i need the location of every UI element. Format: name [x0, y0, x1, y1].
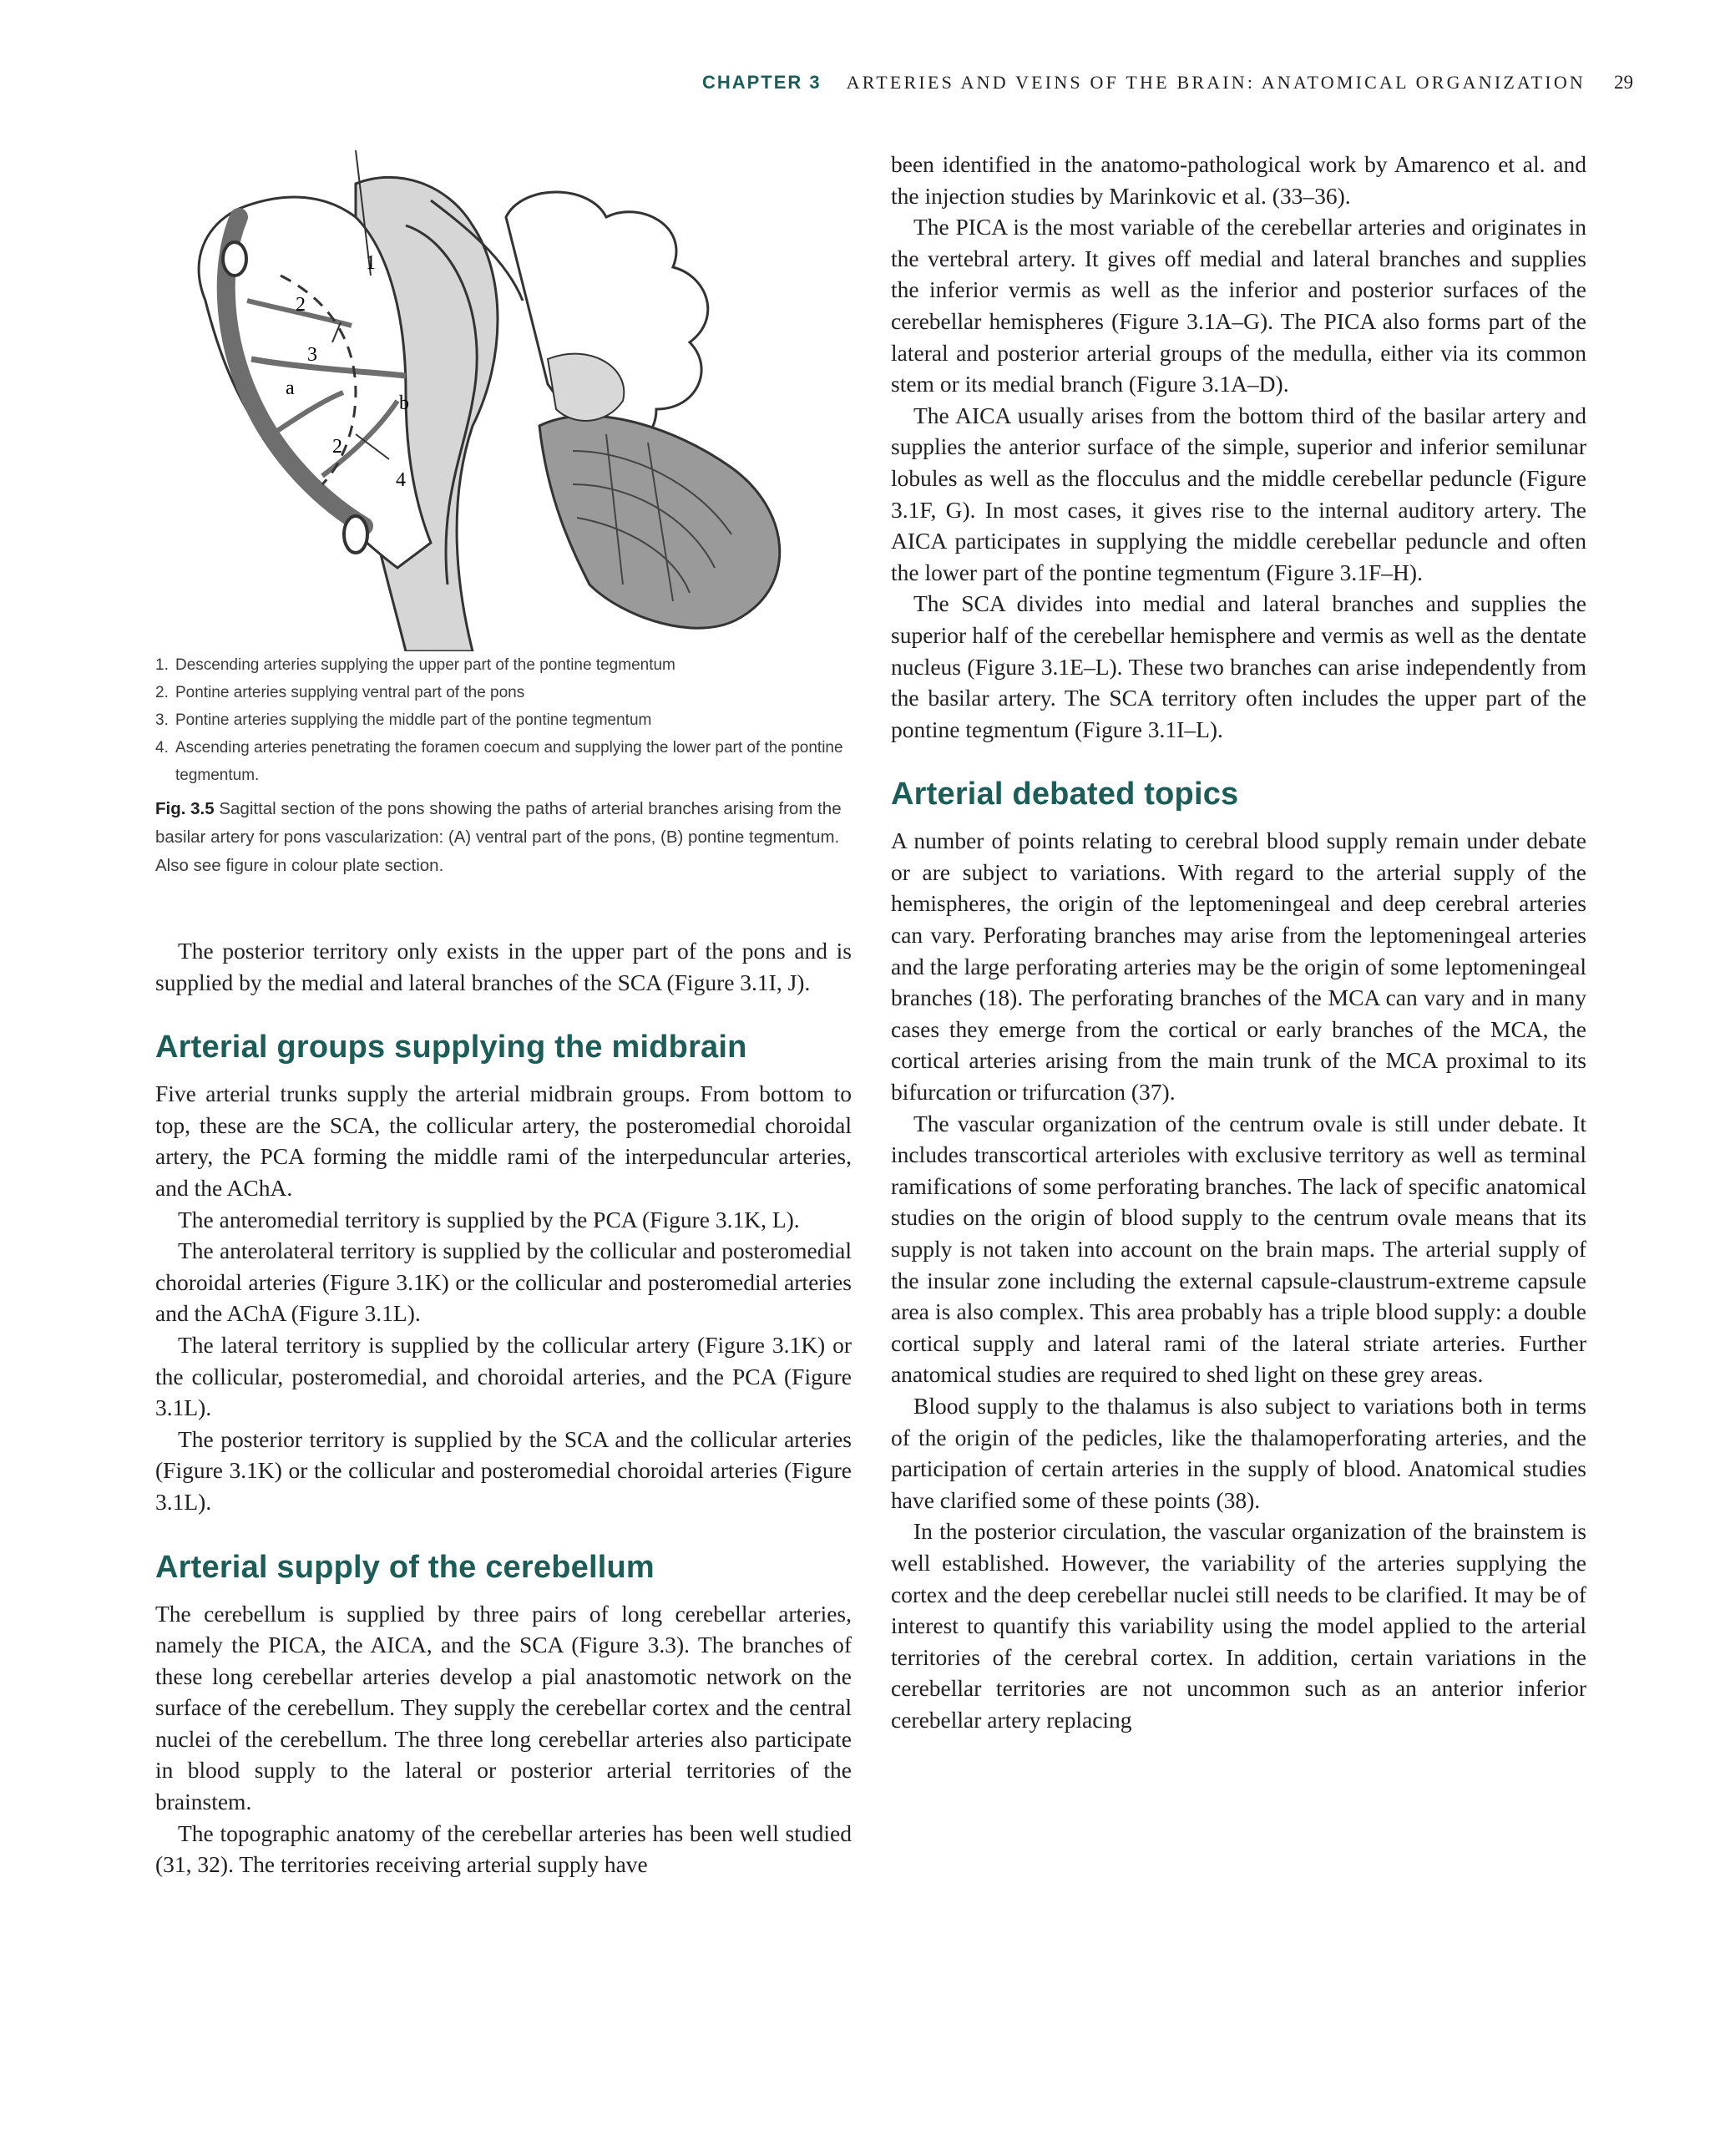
paragraph: been identified in the anatomo-pathological work by Amarenco et al. and the injection studies by Marinkovic et al. (33–36).: [891, 151, 1586, 209]
figure-label-3: 3: [307, 344, 317, 366]
paragraph: A number of points relating to cerebral blood supply remain under debate or are subject to variations. With regard to the arterial supply of the hemispheres, the origin of the leptomeningeal and deep cerebral arteries can vary. Perforating branches may arise from the leptomeningeal arteries and the large perforating arteries may be the origin of some leptomeningeal branches (18). The perforating branches of the MCA can vary and in many cases they emerge from the cortical or early branches of the MCA, the cortical arteries arising from the main trunk of the MCA proximal to its bifurcation or trifurcation (37).: [891, 827, 1586, 1106]
figure-caption-text: Sagittal section of the pons showing the paths of arterial branches arising from the basilar artery for pons vascularization: (A) ventral part of the pons, (B) pontine tegmentum. Also see figure in colour plate section.: [155, 799, 842, 875]
legend-item: 4. Ascending arteries penetrating the foramen coecum and supplying the lower part of the pontine tegmentum.: [155, 739, 843, 784]
figure-label-4: 4: [396, 469, 406, 491]
paragraph: The posterior territory only exists in the upper part of the pons and is supplied by the medial and lateral branches of the SCA (Figure 3.1I, J).: [155, 938, 852, 995]
legend-item: 2. Pontine arteries supplying ventral part of the pons: [155, 684, 525, 701]
figure-label-a: a: [286, 377, 295, 399]
chapter-label: CHAPTER 3: [701, 72, 822, 93]
cerebellum-drawing: [506, 192, 780, 628]
heading-cerebellum: Arterial supply of the cerebellum: [155, 1549, 655, 1585]
paragraph: In the posterior circulation, the vascular organization of the brainstem is well established. However, the variability of the arteries supplying the cortex and the deep cerebellar nuclei still needs to be clarified. It may be of interest to quantify this variability using the model applied to the arterial territories of the cerebral cortex. In addition, certain variations in the cerebellar territories are not uncommon such as an anterior inferior cerebellar artery replacing: [891, 1518, 1586, 1733]
heading-midbrain: Arterial groups supplying the midbrain: [155, 1030, 747, 1065]
paragraph: The PICA is the most variable of the cerebellar arteries and originates in the vertebral artery. It gives off medial and lateral branches and supplies the inferior vermis as well as the inferior and posterior surfaces of the cerebellar hemispheres (Figure 3.1A–G). The PICA also forms part of the lateral and posterior arterial groups of the medulla, either via its common stem or its medial branch (Figure 3.1A–D).: [891, 214, 1586, 397]
paragraph: The anterolateral territory is supplied by the collicular and posteromedial choroidal arteries (Figure 3.1K) or the collicular and posteromedial arteries and the AChA (Figure 3.1L).: [155, 1237, 852, 1327]
figure-legend: [155, 651, 873, 789]
left-column: [155, 935, 852, 1880]
paragraph: The topographic anatomy of the cerebellar arteries has been well studied (31, 32). The territories receiving arterial supply have: [155, 1819, 852, 1878]
figure-label-2-bottom: 2: [332, 436, 342, 458]
running-head: [155, 72, 1633, 105]
figure-label-1: 1: [366, 252, 376, 274]
figure-caption: [155, 795, 873, 880]
paragraph: The vascular organization of the centrum ovale is still under debate. It includes transcortical arterioles with exclusive territory as well as terminal ramifications of some perforating branches. The lack of specific anatomical studies on the origin of blood supply to the centrum ovale means that its supply is not taken into account on the brain maps. The arterial supply of the insular zone including the external capsule-claustrum-extreme capsule area is also complex. This area probably has a triple blood supply: a double cortical supply and lateral rami of the lateral striate arteries. Further anatomical studies are required to shed light on these grey areas.: [891, 1110, 1586, 1388]
legend-item: 3. Pontine arteries supplying the middle part of the pontine tegmentum: [155, 711, 652, 729]
figure-label-b: b: [399, 392, 409, 414]
figure-caption-label: Fig. 3.5: [155, 799, 215, 818]
page-number: 29: [1614, 72, 1633, 93]
paragraph: The AICA usually arises from the bottom third of the basilar artery and supplies the anterior surface of the simple, superior and inferior semilunar lobules as well as the flocculus and the middle cerebellar peduncle (Figure 3.1F, G). In most cases, it gives rise to the internal auditory artery. The AICA participates in supplying the middle cerebellar peduncle and often the lower part of the pontine tegmentum (Figure 3.1F–H).: [891, 402, 1586, 585]
legend-item: 1. Descending arteries supplying the upper part of the pontine tegmentum: [155, 656, 675, 674]
heading-debated-topics: Arterial debated topics: [891, 777, 1239, 812]
paragraph: The anteromedial territory is supplied by the PCA (Figure 3.1K, L).: [178, 1206, 800, 1232]
paragraph: The lateral territory is supplied by the collicular artery (Figure 3.1K) or the collicular, posteromedial, and choroidal arteries, and the PCA (Figure 3.1L).: [155, 1331, 852, 1421]
right-column: [891, 149, 1586, 1736]
figure-pons-sagittal: [155, 150, 857, 668]
paragraph: Five arterial trunks supply the arterial midbrain groups. From bottom to top, these are the SCA, the collicular artery, the posteromedial choroidal artery, the PCA forming the middle rami of the interpeduncular arteries, and the AChA.: [155, 1081, 852, 1201]
running-title: ARTERIES AND VEINS OF THE BRAIN: ANATOMICAL ORGANIZATION: [846, 72, 1586, 93]
figure-label-2-top: 2: [296, 294, 306, 316]
pons-illustration: [155, 150, 857, 651]
paragraph: The posterior territory is supplied by the SCA and the collicular arteries (Figure 3.1K) or the collicular and posteromedial choroidal arteries (Figure 3.1L).: [155, 1425, 852, 1515]
paragraph: The cerebellum is supplied by three pairs of long cerebellar arteries, namely the PICA, the AICA, and the SCA (Figure 3.3). The branches of these long cerebellar arteries develop a pial anastomotic network on the surface of the cerebellum. They supply the cerebellar cortex and the central nuclei of the cerebellum. The three long cerebellar arteries also participate in blood supply to the lateral or posterior arterial territories of the brainstem.: [155, 1600, 852, 1815]
paragraph: The SCA divides into medial and lateral branches and supplies the superior half of the cerebellar hemisphere and vermis as well as the dentate nucleus (Figure 3.1E–L). These two branches can arise independently from the basilar artery. The SCA territory often includes the upper part of the pontine tegmentum (Figure 3.1I–L).: [891, 590, 1586, 742]
paragraph: Blood supply to the thalamus is also subject to variations both in terms of the origin of the pedicles, like the thalamoperforating arteries, and the participation of certain arteries in the supply of blood. Anatomical studies have clarified some of these points (38).: [891, 1392, 1586, 1513]
